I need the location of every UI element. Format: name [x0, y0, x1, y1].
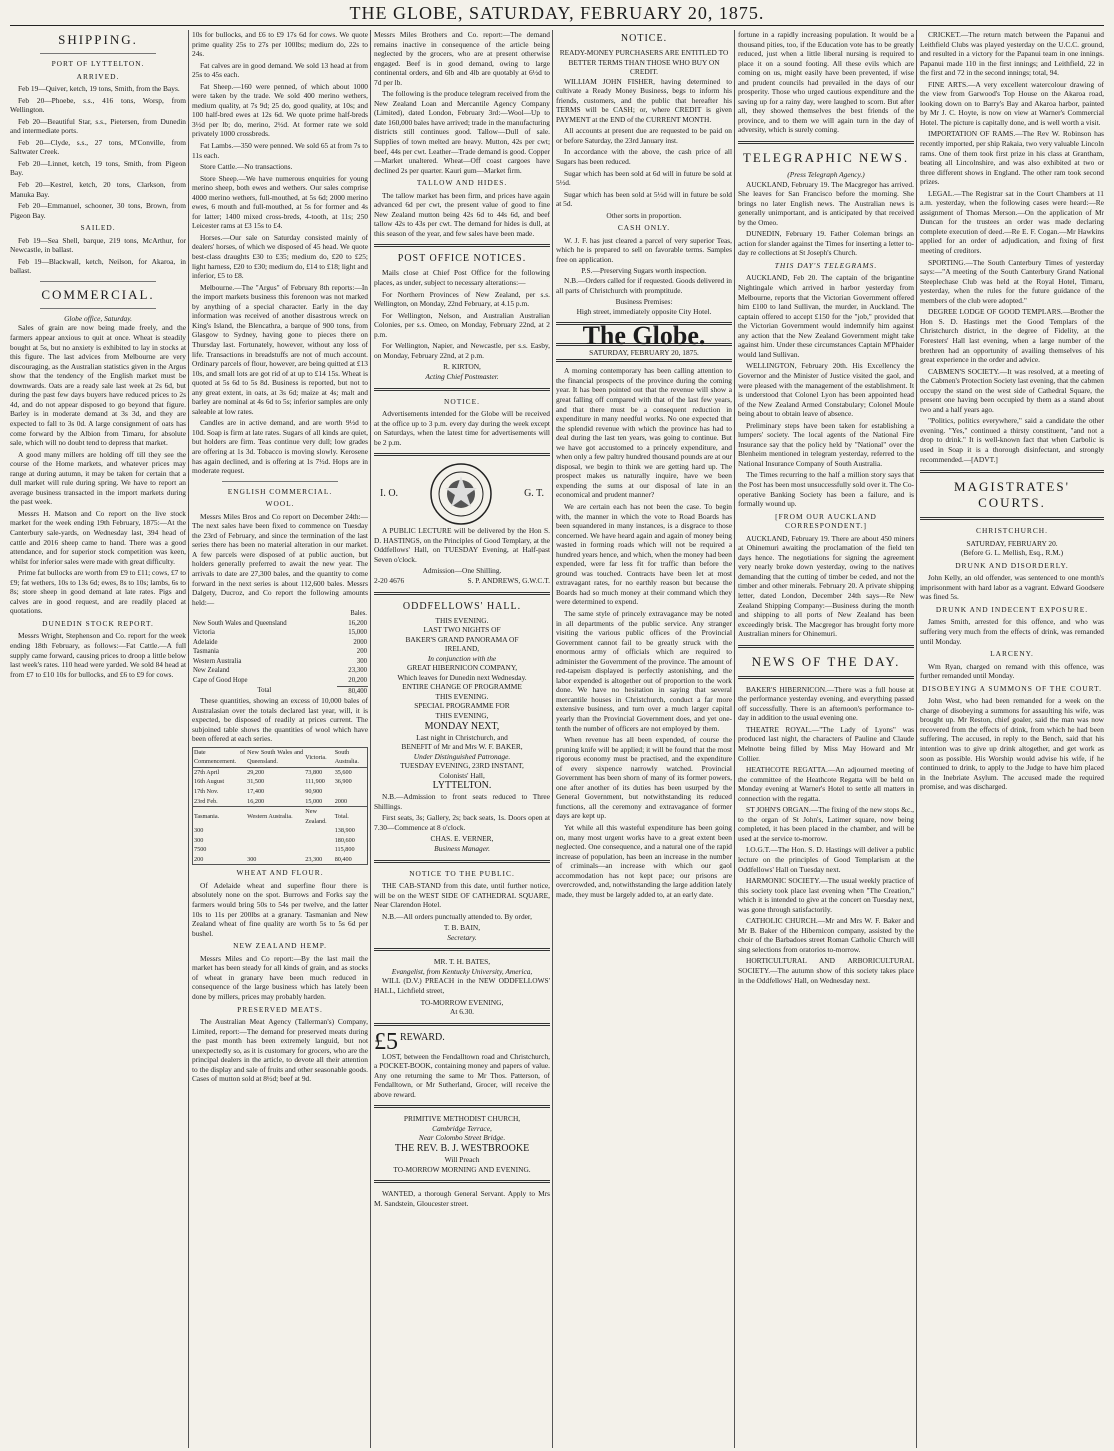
iogt-label-right: G. T. — [524, 488, 544, 500]
issue-date: SATURDAY, FEBRUARY 20, 1875. — [589, 347, 699, 357]
list-item: Feb 20—Emmanuel, schooner, 30 tons, Brown, from Pigeon Bay. — [10, 201, 186, 220]
leader-paragraph: The same style of princely extravagance may be noted in all departments of the public service. Any stranger visiting the various public offices of the Provincial Government cannot fail to be greatly struck with the enormous army of officials which are required to administer the Government of the province. The amount of red-tapeism displayed is perfectly astonishing, and the labor expended is altogether out of proportion to the work done. We have no hesitation in saying that several mercantile houses in Christchurch, conduct a far more extensive business, and turn over a much larger capital yearly than the Provincial Government does, and yet one-tenth the number of officers are not employed by them. — [556, 608, 732, 733]
paragraph: N.B.—Admission to front seats reduced to Three Shillings. — [374, 792, 550, 811]
wheat-heading: WHEAT AND FLOUR. — [236, 868, 324, 878]
table-row: Cape of Good Hope 20,200 — [193, 677, 367, 685]
paragraph: SPORTING.—The South Canterbury Times of yesterday says:—"A meeting of the South Canterbury Grand National Steeplechase Club was held at the Royal Hotel, Timaru, yesterday, when the rules for the future guidance of the members of the club were adopted." — [920, 257, 1104, 305]
public-notice-heading: NOTICE TO THE PUBLIC. — [409, 868, 515, 878]
paragraph: Candles are in active demand, and are worth 9½d to 10d. Soap is firm at late rates. Sugars of all kinds are quiet, but holders are firm. Teas continue very dull; low grades are offering at 1s 3d. Tobacco is moving slowly. Kerosene has again declined, and is offering at 1s 7½d. Hops are in moderate request. — [192, 418, 368, 476]
paragraph: Messrs H. Matson and Co report on the live stock market for the week ending 19th February, 1875:—At the Canterbury sale-yards, on Wednesday last, 394 head of cattle and 2016 sheep came to hand. There was a good attendance, and for superior stock competition was keen, whilst for inferior sales were made with great difficulty. — [10, 508, 186, 566]
paragraph: Of Adelaide wheat and superfine flour there is absolutely none on the spot. Burrows and Forks say the farmers would bring 50s to 54s per twelve, and the latter 10s to 11s per 200lbs at a granary. Tasmanian and New Zealand wheat of fine quality are worth 5s to 5s 6d per bushel. — [192, 880, 368, 938]
bales-header: Bales. — [350, 610, 367, 618]
column-telegraphic — [738, 30, 914, 1448]
table-row: 27th April 29,200 73,800 35,600 — [194, 768, 352, 776]
paragraph: John Kelly, an old offender, was sentenced to one month's imprisonment with hard labor as a vagrant. Edward Goodsere was fined 5s. — [920, 573, 1104, 602]
reward-amount: £5 — [374, 1028, 398, 1055]
paragraph: Store Cattle.—No transactions. — [200, 162, 293, 172]
paragraph: Fat calves are in good demand. We sold 13 head at from 25s to 45s each. — [192, 60, 368, 80]
paragraph: Messrs Miles Brothers and Co. report:—The demand remains inactive in consequence of the article being neglected by the grocers, who are at present otherwise engaged. Beef is in good demand, owing to large continental orders, and 6lb and 4lb are quotably at 6½d to 7d per lb. — [374, 30, 550, 87]
hemp-heading: NEW ZEALAND HEMP. — [233, 941, 327, 951]
ready-money: READY-MONEY PURCHASERS ARE ENTITLED TO BETTER TERMS THAN THOSE WHO BUY ON CREDIT. — [559, 48, 729, 77]
table-row: 200 300 23,300 80,400 — [194, 855, 352, 863]
leader-paragraph: We are certain each has not been the case. To begin with, the manner in which the vote to Road Boards has been squandered in many instances, is a disgrace to those concerned. We have heard again and again of money being wasted in forming roads which will not be required a hundred years hence, and which, when the money had been expended, were far less fit for traffic than before the ground was touched. Contracts have been let at most extravagant rates, for no earthly reason but because the Boards had so much money at their command which they were determined to expend. — [556, 501, 732, 607]
paragraph: Prime fat bullocks are worth from £9 to £11; cows, £7 to £9; fat wethers, 10s to 13s 6d; ewes, 8s to 10s; lambs, 6s to 8s; store sheep in good demand at late rates. Pigs and calves are in good request, and are readily placed at quotations. — [10, 568, 186, 616]
magistrates-heading: MAGISTRATES' COURTS. — [954, 479, 1070, 511]
column-leader: NOTICE. READY-MONEY PURCHASERS ARE ENTITLED TO BETTER TERMS THAN THOSE WHO BUY ON CREDIT. WILLIAM JOHN FISHER, having determined to cultivate a Ready Money Business, begs to inform his friends, customers, and the public that hereafter his TERMS will be CASH; or, where CREDIT is given PAYMENT at the END of the CURRENT MONTH. All accounts at present due are requested to be paid on or before Saturday, the 23rd January inst. In accordance with the above, the cash price of all Sugars has been reduced. Sugar which has been sold at 6d will in future be sold at 5½d. Sugar which has been sold at 5½d will in future be sold at 5d. Other sorts in proportion. CASH ONLY. W. J. F. has just cleared a parcel of very superior Teas, which he is prepared to sell on favorable terms. Samples free on application. P.S.—Preserving Sugars worth inspection. N.B.—Orders called for if requested. Goods delivered in all parts of Christchurch with promptitude. Business Premises: High street, immediately opposite City Hotel. The Globe. SATURDAY, FEBRUARY 20, 1875. A morning contemporary has been calling attention to the financial prospects of the province during the coming year. It has been pointed out that the revenue will show a great falling off compared with that of the last few years, and that there must be a consequent reduction in expenditure in many needful works. No one expected that the splendid revenue with which the province has had to deal during the last ten years, was going to continue. But we have got accustomed to a princely expenditure, and when only a few paltry hundred thousand pounds are at our disposal, we begin to think we are getting hard up. The prospect makes us naturally inquire, have we been expending the sums at our disposal of late in an economical and prudent manner? We are certain each has not been the case. To begin with, the manner in which the vote to Road Boards has been squandered in many instances, is a disgrace to those concerned. We have heard again and again of money being wasted in forming roads which will not be required a hundred years hence, and which, when the money had been expended, were far less fit for traffic than before the ground was touched. Contracts have been let at most extravagant rates, for no earthly reason but because the Boards had so much money at their command which they were determined to expend. The same style of princely extravagance may be noted in all departments of the public service. Any stranger visiting the various public offices of the Provincial Government cannot fail to be greatly struck with the enormous army of officials which are required to administer the Government of the province. The amount of red-tapeism displayed is perfectly astonishing, and the labor expended is altogether out of proportion to the work done. We have no hesitation in saying that several mercantile houses in Christchurch, conduct a far more extensive business, and turn over a much larger capital yearly than the Provincial Government does, and yet one-tenth the number of officers are not employed by them. When revenue has all been expended, of course the pruning knife will be applied; it will be found that the most rigorous economy must be practised, and the expenditure of every sixpence narrowly watched. Provincial Government has been shorn of many of its former powers, one after another of its duties has been usurped by the General Government, but notwithstanding its reduced functions, all the ceremony and extravagance of former days are kept up. Yet while all this wasteful expenditure has been going on, many most urgent works have to a great extent been neglected. One consequence, and a natural one of the rapid increase of population, has been an increase in the number of criminals—an increase with which our gaol accommodation has not kept pace; our prisons are overcrowded, and, notwithstanding the large addition lately made, they must be largely added to, at an early date. — [556, 33, 732, 899]
paragraph: CABMEN'S SOCIETY.—It was resolved, at a meeting of the Cabmen's Protection Society last evening, that the cabmen occupy the stand on the west side of Cathedral Square, the present one having been occupied by them as a stand about two and a half years ago. — [920, 366, 1104, 414]
paragraph: Sales of grain are now being made freely, and the farmers appear anxious to quit at once. Wheat is steadily bought at 5s, but no anxiety is exhibited to lay in stocks at this figure. The last advices from Melbourne are very discouraging, as the Australian statistics given in the Argus show that the tendency of the English market must be downwards. Oats are a ready sale last week at 2s 6d, but during the past few days buyers have reduced prices to 2s 4d, and do not appear disposed to go beyond that figure. Barley is in moderate demand at 3s 3d, and they are expected to fall to 3s 0d. A large consignment of oats has come forward by the Albion from Timaru, for absolute sale, which will no doubt tend to depress that market. — [10, 323, 186, 448]
table-row: 23rd Feb. 16,200 15,000 2000 — [194, 797, 348, 805]
paragraph: AUCKLAND, February 19. The Macgregor has arrived. She leaves for San Francisco before the morning. She brings no later English news. The Australian news is generally unimportant, and is anticipated by that received by the Omeo. — [738, 179, 914, 227]
table-row: Western Australia 300 — [193, 657, 367, 665]
paragraph: W. J. F. has just cleared a parcel of very superior Teas, which he is prepared to sell on favorable terms. Samples free on application. — [556, 235, 732, 264]
paragraph: John West, who had been remanded for a week on the charge of disobeying a summons for assaulting his wife, was brought up. Mr Reston, chief goaler, said the man was now recovered from the effects of drink, from which he had been suffering. The accused, in reply to the Bench, said that his intention was to give up drink altogether, and get work as soon as possible. His Worship would advise his wife, if he continued to drink, to apply to the Judge to have him placed in the Inebriate Asylum. The accused made the required promise, and was discharged. — [920, 696, 1104, 792]
table-row: 16th August 31,500 111,900 36,900 — [194, 778, 352, 786]
notice-heading: NOTICE. — [620, 33, 668, 44]
paragraph: 10s for bullocks, and £6 to £9 17s 6d for cows. We quote prime quality 25s to 27s per 100lbs; medium do, 22s to 24s. — [192, 30, 368, 59]
paragraph: Advertisements intended for the Globe will be received at the office up to 3 p.m. every day during the week except on Saturdays, when the latest time for advertisements will be 2 p.m. — [374, 409, 550, 447]
paragraph: WELLINGTON, February 20th. His Excellency the Governor and the Minister of Justice visited the gaol, and were pleased with the management of the establishment. It is understood that Colonel Lyon has been appointed head of the New Zealand Armed Constabulary; Colonel Moule being about to obtain leave of absence. — [738, 361, 914, 419]
paragraph: CRICKET.—The return match between the Papanui and Leithfield Clubs was played yesterday on the U.C.C. ground, and resulted in a victory for the Papanui team in one innings. Papanui made 110 in the first innings; and Leithfield, 22 in the first and 72 in the second innings; total, 94. — [920, 30, 1104, 78]
paragraph: These quantities, showing an excess of 10,000 bales of Australasian over the totals declared last year, will, it is expected, be disposed of readily at prices current. The subjoined table shows the quantities of wool which have been offered at each series. — [192, 696, 368, 744]
paragraph: DUNEDIN, February 19. Father Coleman brings an action for slander against the Times for inserting a letter to-day re collections at St Joseph's Church. — [738, 229, 914, 258]
column-notices: Messrs Miles Brothers and Co. report:—The demand remains inactive in consequence of the article being neglected by the grocers, who are at present otherwise engaged. Beef is in good demand, owing to large continental orders, and 6lb and 4lb are quotably at 6½d to 7d per lb. The following is the produce telegram received from the New Zealand Loan and Mercantile Agency Company (Limited), dated London, February 3rd:—Wool—Up to date 160,000 bales have arrived; trade in the manufacturing districts still continues good. Tallow—Dull of sale. Supplies of town melted are heavy. Mutton, 42s per cwt; beef, 44s per cwt. Leather—Trade demand is good. Copper—Market unaltered. Wheat—Off coast cargoes have declined 2s per quarter. Kauri gum—Market firm. TALLOW AND HIDES. The tallow market has been firm, and prices have again advanced 6d per cwt, the present value of good to fine New Zealand mutton being 42s 6d to 44s 6d, and beef tallow 42s to 43s per cwt. The demand for hides is dull, at this season of the year, and few sales have been made. POST OFFICE NOTICES. Mails close at Chief Post Office for the following places, as under, subject to necessary alterations:— For Northern Provinces of New Zealand, per s.s. Wellington, on Monday, 22nd February, at 4.15 p.m. For Wellington, Nelson, and Australian Australian Colonies, per s.s. Omeo, on Monday, February 22nd, at 2 p.m. For Wellington, Napier, and Newcastle, per s.s. Easby, on Monday, February 22nd, at 2 p.m. R. KIRTON, Acting Chief Postmaster. NOTICE. Advertisements intended for the Globe will be received at the office up to 3 p.m. every day during the week except on Saturdays, when the latest time for advertisements will be 2 p.m. I. O. G. T. A PUBLIC LECTURE will be delivered by the Hon S. D. HASTINGS, on the Principles of Good Templary, at the Oddfellows' Hall, on TUESDAY Evening, at Half-past Seven o'clock. Admission—One Shilling. 2-20 4676 S. P. ANDREWS, G.W.C.T. ODDFELLOWS' HALL. THIS EVENING. LAST TWO NIGHTS OF BAKER'S GRAND PANORAMA OF IRELAND, In conjunction with the GREAT HIBERNICON COMPANY, Which leaves for Dunedin next Wednesday. ENTIRE CHANGE OF PROGRAMME THIS EVENING. SPECIAL PROGRAMME FOR THIS EVENING, MONDAY NEXT, Last night in Christchurch, and BENEFIT of Mr and Mrs W. F. BAKER, Under Distinguished Patronage. TUESDAY EVENING, 23RD INSTANT, Colonists' Hall, LYTTELTON. N.B.—Admission to front seats reduced to Three Shillings. First seats, 3s; Gallery, 2s; back seats, 1s. Doors open at 7.30—Commence at 8 o'clock. CHAS. E. VERNER, Business Manager. NOTICE TO THE PUBLIC. THE CAB-STAND from this date, until further notice, will be on the WEST SIDE OF CATHEDRAL SQUARE, Near Clarendon Hotel. N.B.—All orders punctually attended to. By order, T. B. BAIN, Secretary. MR. T. H. BATES, Evangelist, from Kentucky University, America, WILL (D.V.) PREACH in the NEW ODDFELLOWS' HALL, Lichfield street, TO-MORROW EVENING, At 6.30. £5 REWARD. LOST, between the Fendalltown road and Christchurch, a POCKET-BOOK, containing money and papers of value. Any one returning the same to Mr Thos. Patterson, of Fendalltown, or Mr Sutherland, Grocer, will receive the above reward. PRIMITIVE METHODIST CHURCH, Cambridge Terrace, Near Colombo Street Bridge. THE REV. B. J. WESTBROOKE Will Preach TO-MORROW MORNING AND EVENING. WANTED, a thorough General Servant. Apply to Mrs M. Sandstein, Gloucester street. — [374, 30, 550, 1208]
list-item: Feb 20—Clyde, s.s., 27 tons, M'Conville, from Saltwater Creek. — [10, 137, 186, 157]
paragraph: IMPORTATION OF RAMS.—The Rev W. Robinson has recently imported, per ship Rakaia, two very valuable Lincoln rams. One of them took first prize in his class at Grantham, beating all Lincolnshire, and was also exhibited at two or three different shows in England. The other ram took second prizes. — [920, 129, 1104, 187]
paragraph: DEGREE LODGE OF GOOD TEMPLARS.—Brother the Hon S. D. Hastings met the Good Templars of the Christchurch district, in the degree of Fidelity, at the Foresters' Hall last evening, when a large number of the brethren had an opportunity of availing themselves of his great experience in the order and advice. — [920, 307, 1104, 365]
paragraph: Preliminary steps have been taken for establishing a lumpers' society. The local agents of the National Fire Insurance say that the policy held by "National" over the Blenheim mentioned in telegram yesterday, referred to the National Insurance Company of South Australia. — [738, 420, 914, 468]
paragraph: Melbourne.—The "Argus" of February 8th reports:—In the import markets business this forenoon was not marked by anything of a special character. Early in the day information was received of another disastrous wreck on King's Island, the Blencathra, a barque of 900 tons, from Glasgow to Sydney, having gone to pieces there on Thursday last. Fortunately, however, without any loss of life. Transactions in breadstuffs are not of much account. Ordinary parcels of flour, however, are being quitted at £13 10s, and small lots are got rid of at up to £14 15s. Wheat is quoted at 5s 6d to 5s 8d. Business is reported, but not to any great extent, in oats, at 3s 6d; maize at 4s; malt and barley are nominal at 4s 6d to 5s; inferior samples are only saleable at low rates. — [192, 282, 368, 416]
notice-heading: NOTICE. — [444, 396, 480, 406]
news-heading: NEWS OF THE DAY. — [751, 653, 901, 669]
column-commercial — [192, 30, 368, 1448]
paragraph: BAKER'S HIBERNICON.—There was a full house at the performance yesterday evening, and everything passed off successfully. There is an afternoon's performance to-day in addition to the usual evening one. — [738, 684, 914, 723]
sailed-heading: SAILED. — [80, 223, 116, 233]
paragraph: All accounts at present due are requested to be paid on or before Saturday, the 23rd January inst. — [556, 126, 732, 145]
the-globe-title: The Globe. — [582, 321, 706, 351]
paragraph: Mails close at Chief Post Office for the following places, as under, subject to necessary alterations:— — [374, 268, 550, 288]
paragraph: Fat Sheep.—160 were penned, of which about 1000 were taken by the trade. We sold 400 merino wethers, medium quality, at 7s 9d; 25 do, good quality, at 10s; and 100 half-bred ewes at 12s 6d. We quote prime half-breds 3½d per lb; do, merino, 2½d. At former rate we sold privately 1000 crossbreds. — [192, 81, 368, 139]
paragraph: AUCKLAND, February 19. There are about 450 miners at Ohinemuri awaiting the proclamation of the field ten days hence. The negotiations for signing the agreement very nearly broke down yesterday, owing to the natives demanding that the cutting of timber be ceded, and not the timber and other minerals. February 20. A private shipping letter, dated London, December 24th says—Re New Zealand Shipping Company:—Business during the month and shipping to all ports of New Zealand has been exceedingly brisk. The Macgregor has brought forty more Australian miners for Ohinemuri. — [738, 533, 914, 639]
leader-paragraph: Yet while all this wasteful expenditure has been going on, many most urgent works have to a great extent been neglected. One consequence, and a natural one of the rapid increase of population, has been an increase in the number of criminals—an increase with which our gaol accommodation has not kept pace; our prisons are overcrowded, and, notwithstanding the large addition lately made, they must be largely added to, at an early date. — [556, 823, 732, 899]
paragraph: In accordance with the above, the cash price of all Sugars has been reduced. — [556, 147, 732, 167]
paragraph: AUCKLAND, Feb 20. The captain of the brigantine Nightingale which arrived in harbor yesterday from Melbourne, reports that the Victorian Government offered him £100 to land Sullivan, the murder, in Auckland. The captain offered to accept £150 for the "job," provided that the Victorian Government would indemnify him against any action that the New Zealand Government might take against him. Under these circumstances Captain M'Phaider would land Sullivan. — [738, 273, 914, 359]
paragraph: First seats, 3s; Gallery, 2s; back seats, 1s. Doors open at 7.30—Commence at 8 o'clock. — [374, 813, 550, 832]
paragraph: THE CAB-STAND from this date, until further notice, will be on the WEST SIDE OF CATHEDRAL SQUARE, Near Clarendon Hotel. — [374, 881, 550, 910]
list-item: Feb 19—Blackwall, ketch, Neilson, for Akaroa, in ballast. — [10, 256, 186, 276]
paragraph: FINE ARTS.—A very excellent watercolour drawing of the view from Garwood's Top House on the Akaroa road, looking down on to Barry's Bay and Akaroa harbor, painted by Mr J. C. Hoyte, is now on view at Warner's Commercial Hotel. The picture is capitally done, and is well worth a visit. — [920, 79, 1104, 127]
meats-heading: PRESERVED MEATS. — [237, 1004, 323, 1014]
paragraph: Messrs Miles Bros and Co report on December 24th:—The next sales have been fixed to commence on Tuesday the 23rd of February, and since the termination of the last series there has been no material alteration in our market. A few parcels were disposed of at public auction, but holders generally preferred to await the new year. The arrivals to date are 27,300 bales, and the quantity to come forward in the next series is about 112,600 bales. Messrs Dalgety, Ducroz, and Co report the following amounts held:— — [192, 511, 368, 607]
shipping-heading: SHIPPING. — [58, 32, 138, 47]
wool-heading: WOOL. — [265, 499, 295, 509]
column-shipping — [10, 30, 186, 1448]
admission: Admission—One Shilling. — [422, 566, 502, 576]
arrived-heading: ARRIVED. — [76, 71, 120, 81]
table-row: Adelaide 2000 — [193, 638, 367, 646]
paragraph: HEATHCOTE REGATTA.—An adjourned meeting of the committee of the Heathcote Regatta will be held on Monday evening at Warner's Hotel to settle all matters in connection with the regatta. — [738, 765, 914, 803]
list-item: Feb 20—Linnet, ketch, 19 tons, Smith, from Pigeon Bay. — [10, 158, 186, 178]
table-row: 7500 115,800 — [194, 846, 355, 854]
christchurch-heading: CHRISTCHURCH. — [976, 526, 1048, 536]
agency: (Press Telegraph Agency.) — [787, 170, 865, 180]
paragraph: The tallow market has been firm, and prices have again advanced 6d per cwt, the present value of good to fine New Zealand mutton being 42s 6d to 44s 6d, and beef tallow 42s to 43s per cwt. The demand for hides is dull, at this season of the year, and few sales have been made. — [374, 190, 550, 238]
column-news-courts: CRICKET.—The return match between the Papanui and Leithfield Clubs was played yesterday on the U.C.C. ground, and resulted in a victory for the Papanui team in one innings. Papanui made 110 in the first innings; and Leithfield, 22 in the first and 72 in the second innings; total, 94. FINE ARTS.—A very excellent watercolour drawing of the view from Garwood's Top House on the Akaroa road, looking down on to Barry's Bay and Akaroa harbor, painted by Mr J. C. Hoyte, is now on view at Warner's Commercial Hotel. The picture is capitally done, and is well worth a visit. IMPORTATION OF RAMS.—The Rev W. Robinson has recently imported, per ship Rakaia, two very valuable Lincoln rams. One of them took first prize in his class at Grantham, beating all Lincolnshire, and was also exhibited at two or three different shows in England. The other ram took second prizes. LEGAL.—The Registrar sat in the Court Chambers at 11 a.m. yesterday, when the following cases were heard:—Re assignment of Thomas Merson.—On the application of Mr Duncan for the trustees an order was made declaring complete execution of deed.—Re E. F. Cogan.—Mr Hawkins applied for an order of adjudication, and fixing of first meeting of creditors. SPORTING.—The South Canterbury Times of yesterday says:—"A meeting of the South Canterbury Grand National Steeplechase Club was held at the Royal Hotel, Timaru, yesterday, when the rules for the future guidance of the members of the club were adopted." DEGREE LODGE OF GOOD TEMPLARS.—Brother the Hon S. D. Hastings met the Good Templars of the Christchurch district, in the degree of Fidelity, at the Foresters' Hall last evening, when a large number of the brethren had an opportunity of availing themselves of his great experience in the order and advice. CABMEN'S SOCIETY.—It was resolved, at a meeting of the Cabmen's Protection Society last evening, that the cabmen occupy the stand on the west side of Cathedral Square, the present one having been occupied by them as a stand about two and a half years ago. "Politics, politics everywhere," said a candidate the other evening. "Yes," continued a thirsty constituent, "and not a drop to drink." It is well-known fact that when Carbolic is used in Soap it is a thorough disinfectant, and strongly recommended.—[ADVT.] MAGISTRATES' COURTS. CHRISTCHURCH. SATURDAY, FEBRUARY 20. (Before G. L. Mellish, Esq., R.M.) DRUNK AND DISORDERLY. John Kelly, an old offender, was sentenced to one month's imprisonment with hard labor as a vagrant. Edward Goodsere was fined 5s. DRUNK AND INDECENT EXPOSURE. James Smith, arrested for this offence, and who was suffering very much from the effects of drink, was remanded until Monday. LARCENY. Wm Ryan, charged on remand with this offence, was further remanded until Monday. DISOBEYING A SUMMONS OF THE COURT. John West, who had been remanded for a week on the charge of disobeying a summons for assaulting his wife, was brought up. Mr Reston, chief goaler, said the man was now recovered from the effects of drink, from which he had been suffering. The accused, in reply to the Bench, said that his intention was to give up drink altogether, and get work as soon as possible. His Worship would advise his wife, if he continued to drink, to apply to the Judge to have him placed in the Inebriate Asylum. The accused made the required promise, and was discharged. — [920, 30, 1104, 792]
table-row: Victoria 15,000 — [193, 629, 367, 637]
paragraph: Store Sheep.—We have numerous enquiries for young merino sheep, both ewes and wethers. Our sales comprise 4000 merino wethers, full-mouthed, at 5s 6d; 2000 merino ewes, 6 mouth and full-mouthed, at 5s for former and 4s for latter; 1400 mixed cross-breds, 4-tooth, at 11s; 250 Leicester rams at £3 15s to £4. — [192, 173, 368, 231]
paragraph: WILLIAM JOHN FISHER, having determined to cultivate a Ready Money Business, begs to inform his friends, customers, and the public that hereafter his TERMS will be CASH; or, where CREDIT is given PAYMENT at the END of the CURRENT MONTH. — [556, 76, 732, 124]
paragraph: fortune in a rapidly increasing population. It would be a thousand pities, too, if the Education vote has to be greatly reduced, just when a little liberal nursing is required to place it on a sound footing. All these evils which are coming on us, might easily have been prevented, if wise and prudent councils had prevailed in the days of our prosperity. Those who urged cautious expenditure and the saving up for a rainy day, were laughed to scorn. But after all, they showed themselves the best friends of the province, and to them we will again turn in the day of adversity, which is surely coming. — [738, 30, 914, 135]
paragraph: N.B.—Orders called for if requested. Goods delivered in all parts of Christchurch with promptitude. — [556, 276, 732, 295]
paragraph: HORTICULTURAL AND ARBORICULTURAL SOCIETY.—The autumn show of this society takes place in the Oddfellows' Hall, on Wednesday next. — [738, 956, 914, 985]
paragraph: WILL (D.V.) PREACH in the NEW ODDFELLOWS' HALL, Lichfield street, — [374, 976, 550, 996]
paragraph: For Wellington, Nelson, and Australian Australian Colonies, per s.s. Omeo, on Monday, February 22nd, at 2 p.m. — [374, 310, 550, 339]
paragraph: Messrs Miles and Co report:—By the last mail the market has been steady for all kinds of grain, and as stocks of wheat in granary have been much reduced in consequence of the large business which has lately been done by millers, prices may probably harden. — [192, 953, 368, 1001]
table-row: Tasmania 200 — [193, 648, 367, 656]
paragraph: CATHOLIC CHURCH.—Mr and Mrs W. F. Baker and Mr B. Baker of the Hibernicon company, assisted by the choir of the Barbadoes street Roman Catholic Church will sing selections from oratorios to-morrow. — [738, 916, 914, 954]
good-templar-seal-icon — [429, 462, 493, 526]
bales-table — [192, 609, 368, 696]
leader-paragraph: When revenue has all been expended, of course the pruning knife will be applied; it will be found that the most rigorous economy must be practised, and the expenditure of every sixpence narrowly watched. Provincial Government has been shorn of many of its former powers, one after another of its duties has been usurped by the General Government, but notwithstanding its reduced functions, all the ceremony and extravagance of former days are kept up. — [556, 735, 732, 821]
commercial-heading: COMMERCIAL. — [41, 286, 155, 302]
table-row: 300 138,900 — [194, 827, 355, 835]
list-item: Feb 19—Quiver, ketch, 19 tons, Smith, from the Bays. — [18, 84, 180, 94]
paragraph: "Politics, politics everywhere," said a candidate the other evening. "Yes," continued a thirsty constituent, "and not a drop to drink." It is well-known fact that when Carbolic is used in Soap it is a thorough disinfectant, and strongly recommended.—[ADVT.] — [920, 416, 1104, 464]
list-item: Feb 19—Sea Shell, barque, 219 tons, McArthur, for Newcastle, in ballast. — [10, 235, 186, 255]
auckland-heading: [FROM OUR AUCKLAND CORRESPONDENT.] — [775, 511, 877, 531]
paragraph: Fat Lambs.—350 were penned. We sold 65 at from 7s to 11s each. — [192, 141, 368, 160]
paragraph: ST JOHN'S ORGAN.—The fixing of the new stops &c., to the organ of St John's, Latimer square, now being completed, it has been placed in the chamber, and will be used at the service to-morrow. — [738, 805, 914, 843]
oddfellows-heading: ODDFELLOWS' HALL. — [402, 600, 522, 612]
paragraph: LEGAL.—The Registrar sat in the Court Chambers at 11 a.m. yesterday, when the following cases were heard:—Re assignment of Thomas Merson.—On the application of Mr Duncan for the trustees an order was made declaring complete execution of deed.—Re E. F. Cogan.—Mr Hawkins applied for an order of adjudication, and fixing of first meeting of creditors. — [920, 188, 1104, 256]
port-heading: PORT OF LYTTELTON. — [51, 59, 145, 68]
paragraph: The Times recurring to the half a million story says that the Post has been most unsuccessfully sold over it. The Co-operative Banking Society has been a failure, and is formally wound up. — [738, 470, 914, 509]
paragraph: Horses.—Our sale on Saturday consisted mainly of dealers' horses, of which we disposed of 45 head. We quote best-class draughts £30 to £35; medium do, £20 to £25; light harness, £20 to £30; medium do, £14 to £18; light and inferior, £5 to £8. — [192, 232, 368, 281]
paragraph: LOST, between the Fendalltown road and Christchurch, a POCKET-BOOK, containing money and papers of value. Any one returning the same to Mr Thos. Patterson, of Fendalltown, or Mr Sutherland, Grocer, will receive the above reward. — [374, 1051, 550, 1099]
paragraph: A PUBLIC LECTURE will be delivered by the Hon S. D. HASTINGS, on the Principles of Good Templary, at the Oddfellows' Hall, on TUESDAY Evening, at Half-past Seven o'clock. — [374, 526, 550, 564]
tallow-heading: TALLOW AND HIDES. — [416, 178, 508, 188]
list-item: Feb 20—Beautiful Star, s.s., Pietersen, from Dunedin and intermediate ports. — [10, 116, 186, 136]
paragraph: Sugar which has been sold at 5½d will in future be sold at 5d. — [556, 189, 732, 209]
table-row: 300 180,600 — [194, 836, 355, 844]
paragraph: I.O.G.T.—The Hon. S. D. Hastings will deliver a public lecture on the principles of Good Templarism at the Oddfellows' Hall on Tuesday next. — [738, 845, 914, 874]
paragraph: Messrs Wright, Stephenson and Co. report for the week ending 18th February, as follows:—Fat Cattle.—A full supply came forward, causing prices to droop a little below last week's rates. 110 head were yarded. We sold 84 head at from £7 to £10 10s for bullocks, and £6 to £9 for cows. — [10, 631, 186, 679]
paragraph: N.B.—All orders punctually attended to. By order, — [382, 911, 532, 921]
paragraph: The Australian Meat Agency (Tallerman's) Company, Limited, report:—The demand for preserved meats during the past month has been extremely languid, but not unexpectedly so, as it is customary for grocers, who are the principal dealers in the article, to devote all their attention to the display and sale of fruits and other seasonable goods. Cases of mutton sold at 8½d; beef at 9d. — [192, 1017, 368, 1084]
todays-telegrams-heading: THIS DAY'S TELEGRAMS. — [774, 260, 878, 270]
telegraphic-heading: TELEGRAPHIC NEWS. — [742, 150, 910, 166]
reward-heading: REWARD. — [400, 1031, 445, 1043]
english-heading: ENGLISH COMMERCIAL. — [227, 486, 333, 496]
table-row: Total 80,400 — [257, 687, 367, 695]
paragraph: For Wellington, Napier, and Newcastle, per s.s. Easby, on Monday, February 22nd, at 2 p.m. — [374, 341, 550, 360]
paragraph: HARMONIC SOCIETY.—The usual weekly practice of this society took place last evening when "The Creation," which it is intended to give at the concert on Tuesday next, was gone through satisfactorily. — [738, 876, 914, 914]
table-row: New Zealand 23,300 — [193, 667, 367, 675]
paragraph: WANTED, a thorough General Servant. Apply to Mrs M. Sandstein, Gloucester street. — [374, 1189, 550, 1208]
iogt-label-left: I. O. — [380, 488, 399, 500]
commercial-office: Globe office, Saturday. — [64, 313, 132, 323]
paragraph: James Smith, arrested for this offence, and who was suffering very much from the effects of drink, was remanded until Monday. — [920, 617, 1104, 646]
paragraph: For Northern Provinces of New Zealand, per s.s. Wellington, on Monday, 22nd February, at 4.15 p.m. — [374, 289, 550, 309]
signature: R. KIRTON, — [443, 362, 481, 372]
paragraph: The following is the produce telegram received from the New Zealand Loan and Mercantile Agency Company (Limited), dated London, February 3rd:—Wool—Up to date 160,000 bales have arrived; trade in the manufacturing districts still continues good. Tallow—Dull of sale. Supplies of town melted are heavy. Mutton, 42s per cwt; beef, 44s per cwt. Leather—Trade demand is good. Copper—Market unaltered. Wheat—Off coast cargoes have declined 2s per quarter. Kauri gum—Market firm. — [374, 89, 550, 175]
list-item: Feb 20—Kestrel, ketch, 20 tons, Clarkson, from Manuka Bay. — [10, 180, 186, 199]
table-row: New South Wales and Queensland 16,200 — [193, 619, 367, 627]
signature-title: Acting Chief Postmaster. — [425, 371, 499, 381]
paragraph: Sugar which has been sold at 6d will in future be sold at 5½d. — [556, 168, 732, 188]
cash-only: CASH ONLY. — [617, 223, 671, 233]
post-office-heading: POST OFFICE NOTICES. — [397, 253, 527, 265]
paragraph: A good many millers are holding off till they see the course of the Home markets, and whatever prices may range at during autumn, it may be taken for certain that a dull market will rule during spring. We have to report an average business transacted in the import markets during the past week. — [10, 449, 186, 507]
leader-paragraph: A morning contemporary has been calling attention to the financial prospects of the province during the coming year. It has been pointed out that the revenue will show a great falling off compared with that of the last few years, and that there must be a consequent reduction in expenditure in many needful works. No one expected that the splendid revenue with which the province has had to deal during the last ten years, was going to continue. But we have got accustomed to a princely expenditure, and when only a few paltry hundred thousand pounds are at our disposal, we begin to think we are getting hard up. The prospect makes us naturally inquire, have we been expending the sums at our disposal of late in an economical and prudent manner? — [556, 366, 732, 500]
list-item: Feb 20—Phoebe, s.s., 416 tons, Worsp, from Wellington. — [10, 95, 186, 115]
wool-series-table: Date of Commencement. New South Wales and Queensland. Victoria. South Australia. 27th April 29,200 73,800 35,600 16th August 31,500 111,900 36,900 17th Nov. 17,400 90,900 23rd Feb. 16,200 15,000 2000 Tasmania. Western Australia. New Zealand. Total. 300 138,900 300 180,600 7500 115,800 200 300 23,300 80,400 — [192, 747, 368, 866]
dunedin-heading: DUNEDIN STOCK REPORT. — [42, 618, 154, 628]
paragraph: THEATRE ROYAL.—"The Lady of Lyons" was produced last night, the characters of Pauline and Claude Melnotte being filled by Miss May Howard and Mr Collier. — [738, 724, 914, 763]
paragraph: Wm Ryan, charged on remand with this offence, was further remanded until Monday. — [920, 661, 1104, 681]
table-row: 17th Nov. 17,400 90,900 — [194, 788, 323, 796]
masthead: THE GLOBE, SATURDAY, FEBRUARY 20, 1875. — [10, 3, 1104, 26]
